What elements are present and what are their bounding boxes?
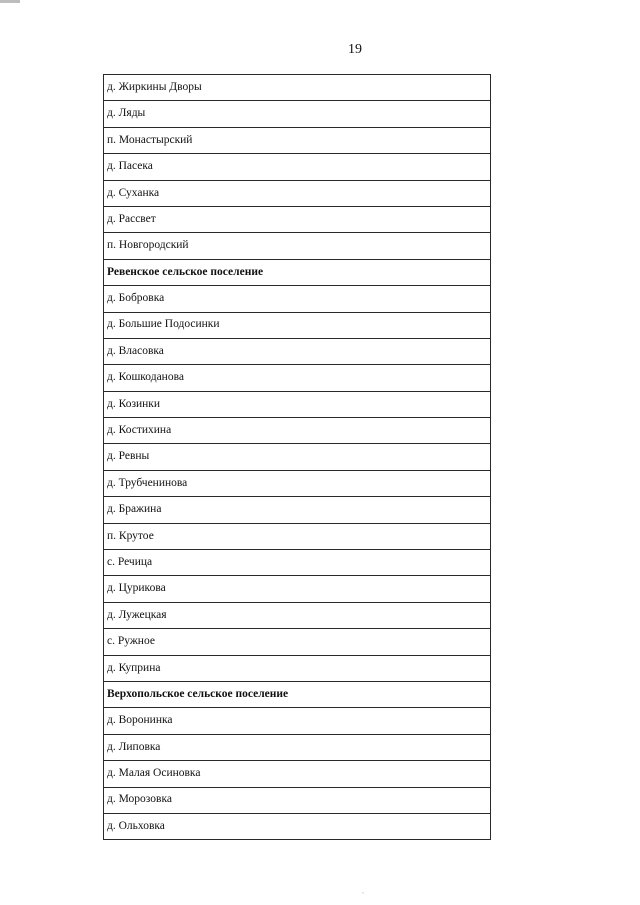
settlement-row (104, 127, 491, 153)
settlement-name: д. Бражина (104, 497, 491, 523)
settlement-name: п. Крутое (104, 523, 491, 549)
scan-speck: ` (362, 893, 364, 899)
settlement-group-name: Ревенское сельское поселение (104, 259, 491, 285)
settlement-name: д. Кошкоданова (104, 365, 491, 391)
settlement-row (104, 338, 491, 364)
settlement-row (104, 312, 491, 338)
settlement-row (104, 550, 491, 576)
settlement-row (104, 497, 491, 523)
settlement-row (104, 813, 491, 839)
settlement-name: д. Жиркины Дворы (104, 75, 491, 101)
settlements-table (103, 74, 491, 840)
settlement-name: д. Пасека (104, 154, 491, 180)
settlement-name: п. Монастырский (104, 127, 491, 153)
settlement-name: д. Ревны (104, 444, 491, 470)
settlement-row (104, 154, 491, 180)
settlement-row (104, 206, 491, 232)
settlement-row (104, 75, 491, 101)
page-number: 19 (348, 42, 362, 57)
settlement-group-header-row (104, 681, 491, 707)
settlement-row (104, 180, 491, 206)
settlement-name: д. Ольховка (104, 813, 491, 839)
settlement-name: д. Морозовка (104, 787, 491, 813)
settlement-row (104, 655, 491, 681)
settlement-row (104, 761, 491, 787)
settlement-name: д. Куприна (104, 655, 491, 681)
settlement-row (104, 391, 491, 417)
settlement-name: д. Рассвет (104, 206, 491, 232)
settlement-row (104, 101, 491, 127)
settlement-name: с. Ружное (104, 629, 491, 655)
settlement-row (104, 602, 491, 628)
settlement-name: п. Новгородский (104, 233, 491, 259)
settlement-row (104, 418, 491, 444)
settlement-name: д. Бобровка (104, 286, 491, 312)
settlement-row (104, 286, 491, 312)
settlement-group-header-row (104, 259, 491, 285)
settlements-table-body (104, 75, 491, 840)
settlement-name: д. Ляды (104, 101, 491, 127)
settlement-name: д. Власовка (104, 338, 491, 364)
settlement-name: д. Воронинка (104, 708, 491, 734)
settlement-row (104, 365, 491, 391)
settlement-name: д. Цурикова (104, 576, 491, 602)
settlement-name: д. Суханка (104, 180, 491, 206)
settlement-row (104, 233, 491, 259)
settlement-name: д. Липовка (104, 734, 491, 760)
settlement-row (104, 523, 491, 549)
settlement-row (104, 787, 491, 813)
settlement-name: с. Речица (104, 550, 491, 576)
scan-edge-mark (0, 0, 20, 3)
settlement-row (104, 708, 491, 734)
settlement-name: д. Большие Подосинки (104, 312, 491, 338)
settlement-name: д. Лужецкая (104, 602, 491, 628)
settlement-name: д. Трубченинова (104, 470, 491, 496)
settlement-row (104, 470, 491, 496)
settlement-row (104, 576, 491, 602)
settlement-group-name: Верхопольское сельское поселение (104, 681, 491, 707)
settlement-row (104, 444, 491, 470)
settlement-name: д. Малая Осиновка (104, 761, 491, 787)
settlement-name: д. Козинки (104, 391, 491, 417)
settlement-name: д. Костихина (104, 418, 491, 444)
settlement-row (104, 629, 491, 655)
settlement-row (104, 734, 491, 760)
